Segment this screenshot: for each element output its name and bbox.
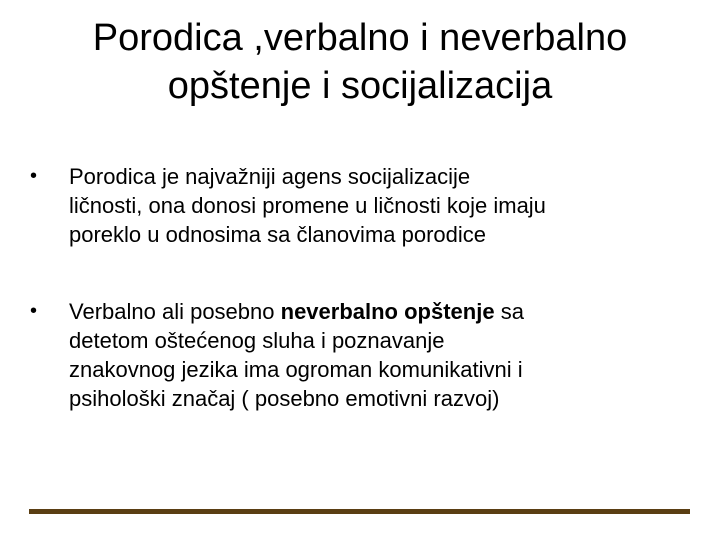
bullet-marker: •	[30, 165, 38, 187]
bullet-2-emphasis: neverbalno opštenje	[280, 299, 495, 324]
bullet-2-line-3: znakovnog jezika ima ogroman komunikativni i	[69, 357, 523, 382]
bullet-text-1	[69, 162, 700, 249]
slide-title-line-2: opštenje i socijalizacija	[167, 65, 553, 107]
bullet-2-line-1-end: sa	[494, 299, 524, 324]
bullet-2-line-1	[69, 297, 700, 326]
bullet-marker: •	[30, 300, 38, 322]
bullet-1-line-2: ličnosti, ona donosi promene u ličnosti koje imaju	[69, 193, 546, 218]
bullet-item-1	[30, 162, 700, 249]
bullet-1-line-1: Porodica je najvažniji agens socijalizacije	[69, 164, 471, 189]
bullet-2-line-1-start: Verbalno ali posebno	[69, 299, 281, 324]
slide-title	[0, 14, 720, 110]
footer-divider	[29, 509, 690, 514]
bullet-1-line-3: poreklo u odnosima sa članovima porodice	[69, 222, 487, 247]
bullet-list	[30, 162, 700, 413]
slide-title-line-1: Porodica ,verbalno i neverbalno	[92, 17, 628, 59]
bullet-text-2	[69, 297, 700, 413]
bullet-2-line-4: psihološki značaj ( posebno emotivni razvoj)	[69, 386, 500, 411]
bullet-2-line-2: detetom oštećenog sluha i poznavanje	[69, 328, 445, 353]
bullet-item-2	[30, 297, 700, 413]
